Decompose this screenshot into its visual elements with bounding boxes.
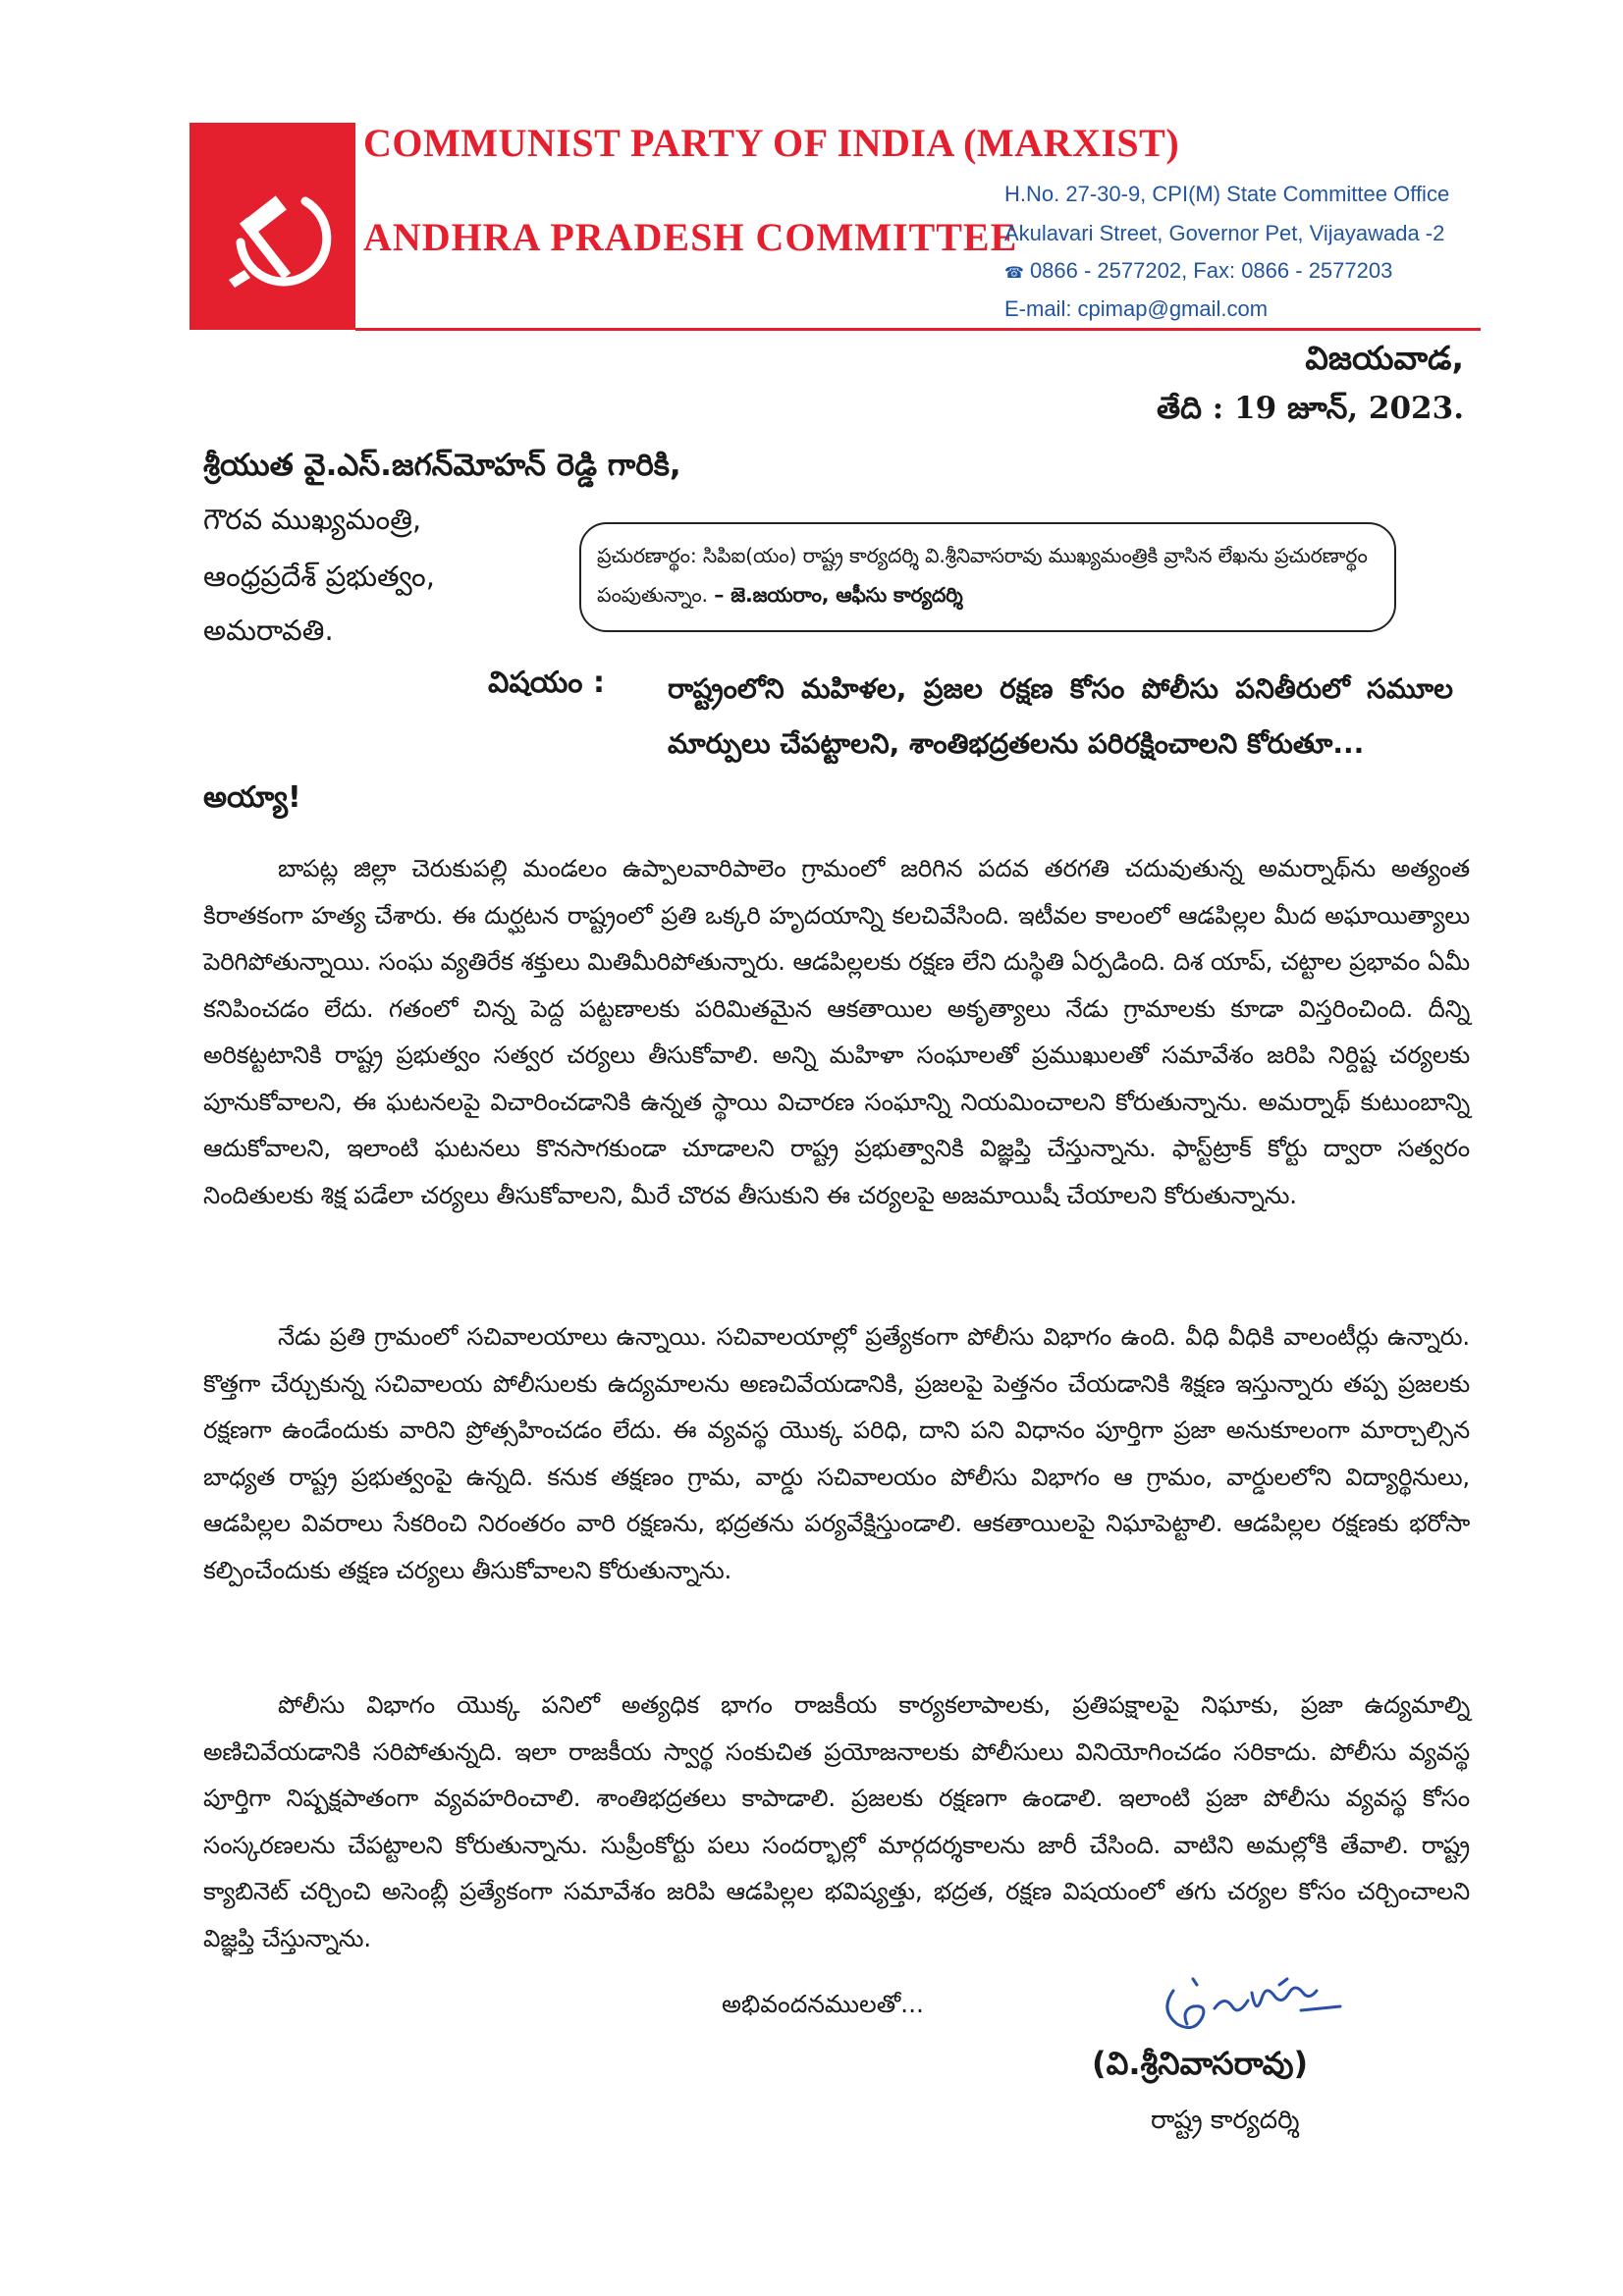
addressee-line-2: ఆంధ్రప్రదేశ్ ప్రభుత్వం, — [203, 560, 435, 593]
phone-line — [1004, 258, 1392, 284]
signer-name: (వి.శ్రీనివాసరావు) — [1092, 2045, 1309, 2082]
letter-place: విజయవాడ, — [1305, 339, 1464, 377]
salutation: అయ్యా! — [203, 780, 301, 815]
address-line-1: H.No. 27-30-9, CPI(M) State Committee Office — [1004, 182, 1450, 206]
hammer-sickle-icon — [189, 123, 355, 330]
committee-name: ANDHRA PRADESH COMMITTEE — [363, 215, 1018, 259]
press-note-label: ప్రచురణార్థం: — [597, 544, 697, 567]
header-divider — [355, 328, 1481, 331]
handwritten-signature — [1154, 1971, 1360, 2054]
addressee-name: శ్రీయుత వై.ఎస్.జగన్‌మోహన్ రెడ్డి గారికి, — [203, 448, 681, 483]
press-note-text: సిపిఐ(యం) రాష్ట్ర కార్యదర్శి వి.శ్రీనివాసరావు ముఖ్యమంత్రికి వ్రాసిన లేఖను ప్రచురణార్థం పంపుతున్నాం. — [597, 544, 1368, 607]
letter-date: తేది : 19 జూన్, 2023. — [1156, 391, 1464, 426]
closing: అభివందనములతో... — [722, 1990, 924, 2018]
phone-text: 0866 - 2577202, Fax: 0866 - 2577203 — [1029, 258, 1393, 283]
party-logo — [189, 123, 355, 330]
subject-text: రాష్ట్రంలోని మహిళల, ప్రజల రక్షణ కోసం పోలీసు పనితీరులో సమూల మార్పులు చేపట్టాలని, శాంతిభద్రతలను పరిరక్షించాలని కోరుతూ... — [668, 672, 1453, 760]
telephone-icon: ☎ — [1004, 265, 1024, 282]
email-line: E-mail: cpimap@gmail.com — [1004, 296, 1269, 321]
body-paragraph-1: బాపట్ల జిల్లా చెరుకుపల్లి మండలం ఉప్పాలవారిపాలెం గ్రామంలో జరిగిన పదవ తరగతి చదువుతున్న అమర్నాథ్‌ను అత్యంత కిరాతకంగా హత్య చేశారు. ఈ దుర్ఘటన రాష్ట్రంలో ప్రతి ఒక్కరి హృదయాన్ని కలచివేసింది. ఇటీవల కాలంలో ఆడపిల్లల మీద అఘాయిత్యాలు పెరిగిపోతున్నాయి. సంఘ వ్యతిరేక శక్తులు మితిమీరిపోతున్నారు. ఆడపిల్లలకు రక్షణ లేని దుస్థితి ఏర్పడింది. దిశ యాప్, చట్టాల ప్రభావం ఏమీ కనిపించడం లేదు. గతంలో చిన్న పెద్ద పట్టణాలకు పరిమితమైన ఆకతాయిల అకృత్యాలు నేడు గ్రామాలకు కూడా విస్తరించింది. దీన్ని అరికట్టటానికి రాష్ట్ర ప్రభుత్వం సత్వర చర్యలు తీసుకోవాలి. అన్ని మహిళా సంఘాలతో ప్రముఖులతో సమావేశం జరిపి నిర్దిష్ట చర్యలకు పూనుకోవాలని, ఈ ఘటనలపై విచారించడానికి ఉన్నత స్థాయి విచారణ సంఘాన్ని నియమించాలని కోరుతున్నాను. అమర్నాథ్ కుటుంబాన్ని ఆదుకోవాలని, ఇలాంటి ఘటనలు కొనసాగకుండా చూడాలని రాష్ట్ర ప్రభుత్వానికి విజ్ఞప్తి చేస్తున్నాను. ఫాస్ట్‌ట్రాక్ కోర్టు ద్వారా సత్వరం నిందితులకు శిక్ష పడేలా చర్యలు తీసుకోవాలని, మీరే చొరవ తీసుకుని ఈ చర్యలపై అజమాయిషీ చేయాలని కోరుతున్నాను. — [203, 854, 1470, 1209]
addressee-line-1: గౌరవ ముఖ్యమంత్రి, — [203, 503, 422, 536]
addressee-line-3: అమరావతి. — [203, 614, 334, 647]
subject-label: విషయం : — [488, 666, 605, 700]
signer-title: రాష్ట్ర కార్యదర్శి — [1151, 2106, 1300, 2135]
body-paragraph-3: పోలీసు విభాగం యొక్క పనిలో అత్యధిక భాగం రాజకీయ కార్యకలాపాలకు, ప్రతిపక్షాలపై నిఘాకు, ప్రజా ఉద్యమాల్ని అణిచివేయడానికి సరిపోతున్నది. ఇలా రాజకీయ స్వార్థ సంకుచిత ప్రయోజనాలకు పోలీసులు వినియోగించడం సరికాదు. పోలీసు వ్యవస్థ పూర్తిగా నిష్పక్షపాతంగా వ్యవహరించాలి. శాంతిభద్రతలు కాపాడాలి. ప్రజలకు రక్షణగా ఉండాలి. ఇలాంటి ప్రజా పోలీసు వ్యవస్థ కోసం సంస్కరణలను చేపట్టాలని కోరుతున్నాను. సుప్రీంకోర్టు పలు సందర్భాల్లో మార్గదర్శకాలను జారీ చేసింది. వాటిని అమల్లోకి తేవాలి. రాష్ట్ర క్యాబినెట్ చర్చించి అసెంబ్లీ ప్రత్యేకంగా సమావేశం జరిపి ఆడపిల్లల భవిష్యత్తు, భద్రత, రక్షణ విషయంలో తగు చర్యల కోసం చర్చించాలని విజ్ఞప్తి చేస్తున్నాను. — [203, 1690, 1470, 1952]
press-note-box — [579, 522, 1396, 632]
body-paragraph-2: నేడు ప్రతి గ్రామంలో సచివాలయాలు ఉన్నాయి. సచివాలయాల్లో ప్రత్యేకంగా పోలీసు విభాగం ఉంది. వీధి వీధికి వాలంటీర్లు ఉన్నారు. కొత్తగా చేర్చుకున్న సచివాలయ పోలీసులకు ఉద్యమాలను అణచివేయడానికి, ప్రజలపై పెత్తనం చేయడానికి శిక్షణ ఇస్తున్నారు తప్ప ప్రజలకు రక్షణగా ఉండేందుకు వారిని ప్రోత్సహించడం లేదు. ఈ వ్యవస్థ యొక్క పరిధి, దాని పని విధానం పూర్తిగా ప్రజా అనుకూలంగా మార్చాల్సిన బాధ్యత రాష్ట్ర ప్రభుత్వంపై ఉన్నది. కనుక తక్షణం గ్రామ, వార్డు సచివాలయం పోలీసు విభాగం ఆ గ్రామం, వార్డులలోని విద్యార్థినులు, ఆడపిల్లల వివరాలు సేకరించి నిరంతరం వారి రక్షణను, భద్రతను పర్యవేక్షిస్తుండాలి. ఆకతాయిలపై నిఘాపెట్టాలి. ఆడపిల్లల రక్షణకు భరోసా కల్పించేందుకు తక్షణ చర్యలు తీసుకోవాలని కోరుతున్నాను. — [203, 1322, 1470, 1584]
press-note-signoff: – జె.జయరాం, ఆఫీసు కార్యదర్శి — [714, 583, 963, 607]
org-name: COMMUNIST PARTY OF INDIA (MARXIST) — [363, 121, 1180, 165]
address-line-2: Akulavari Street, Governor Pet, Vijayawada -2 — [1004, 221, 1445, 245]
